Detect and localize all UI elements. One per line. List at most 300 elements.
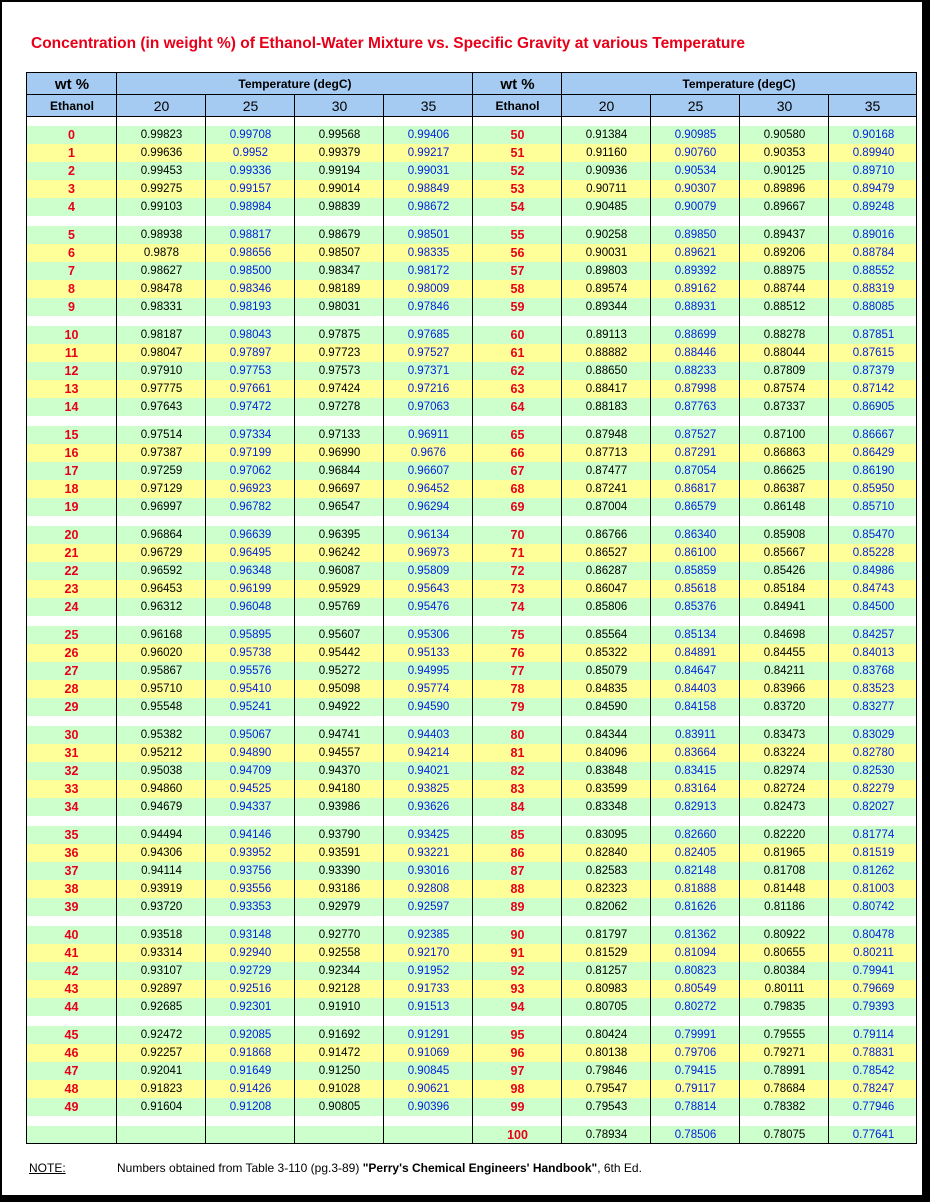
specific-gravity-cell: 0.92558: [318, 947, 361, 959]
wt-percent-cell: 91: [510, 946, 525, 960]
specific-gravity-cell: 0.97371: [407, 365, 450, 377]
specific-gravity-cell: 0.99406: [407, 129, 450, 141]
specific-gravity-cell: 0.96495: [229, 547, 272, 559]
specific-gravity-cell: 0.86148: [763, 501, 806, 513]
specific-gravity-cell: 0.93952: [229, 847, 272, 859]
specific-gravity-cell: 0.94525: [229, 783, 272, 795]
specific-gravity-cell: 0.97129: [140, 483, 183, 495]
wt-percent-cell: 65: [510, 428, 525, 442]
note-source: "Perry's Chemical Engineers' Handbook": [362, 1161, 598, 1175]
specific-gravity-cell: 0.94890: [229, 747, 272, 759]
specific-gravity-cell: 0.86429: [852, 447, 895, 459]
specific-gravity-cell: 0.82405: [674, 847, 717, 859]
specific-gravity-cell: 0.84698: [763, 629, 806, 641]
specific-gravity-cell: 0.80823: [674, 965, 717, 977]
specific-gravity-cell: 0.87337: [763, 401, 806, 413]
specific-gravity-cell: 0.96087: [318, 565, 361, 577]
specific-gravity-cell: 0.97334: [229, 429, 272, 441]
wt-percent-cell: 66: [510, 446, 525, 460]
specific-gravity-cell: 0.94709: [229, 765, 272, 777]
specific-gravity-cell: 0.97472: [229, 401, 272, 413]
specific-gravity-cell: 0.94590: [407, 701, 450, 713]
wt-percent-cell: 30: [64, 728, 79, 742]
specific-gravity-cell: 0.99336: [229, 165, 272, 177]
specific-gravity-cell: 0.85322: [585, 647, 628, 659]
specific-gravity-cell: 0.97897: [229, 347, 272, 359]
specific-gravity-cell: 0.90485: [585, 201, 628, 213]
specific-gravity-cell: 0.85564: [585, 629, 628, 641]
specific-gravity-cell: 0.88417: [585, 383, 628, 395]
specific-gravity-cell: 0.91250: [318, 1065, 361, 1077]
specific-gravity-cell: 0.96911: [408, 429, 449, 441]
wt-percent-cell: 50: [510, 128, 525, 142]
specific-gravity-cell: 0.87763: [674, 401, 717, 413]
specific-gravity-cell: 0.99453: [140, 165, 183, 177]
wt-percent-cell: 99: [510, 1100, 525, 1114]
specific-gravity-cell: 0.86766: [585, 529, 628, 541]
specific-gravity-cell: 0.84096: [585, 747, 628, 759]
specific-gravity-cell: 0.87948: [585, 429, 628, 441]
specific-gravity-cell: 0.81448: [763, 883, 806, 895]
specific-gravity-cell: 0.79415: [674, 1065, 717, 1077]
specific-gravity-cell: 0.95607: [318, 629, 361, 641]
specific-gravity-cell: 0.84158: [674, 701, 717, 713]
specific-gravity-cell: 0.84403: [674, 683, 717, 695]
temp-col-header: 20: [117, 95, 206, 117]
note-text: [117, 1161, 642, 1175]
specific-gravity-cell: 0.99194: [318, 165, 361, 177]
specific-gravity-cell: 0.86863: [763, 447, 806, 459]
specific-gravity-cell: 0.85079: [585, 665, 628, 677]
wt-percent-cell: 5: [68, 228, 75, 242]
specific-gravity-cell: 0.87998: [674, 383, 717, 395]
specific-gravity-cell: 0.98627: [140, 265, 183, 277]
specific-gravity-cell: 0.82027: [852, 801, 895, 813]
specific-gravity-cell: 0.87100: [763, 429, 806, 441]
specific-gravity-cell: 0.81003: [852, 883, 895, 895]
specific-gravity-cell: 0.92597: [407, 901, 450, 913]
specific-gravity-table: [26, 72, 917, 1144]
specific-gravity-cell: 0.81888: [674, 883, 717, 895]
specific-gravity-cell: 0.97685: [407, 329, 450, 341]
column-line: [294, 95, 295, 1143]
specific-gravity-cell: 0.83523: [852, 683, 895, 695]
specific-gravity-cell: 0.94741: [318, 729, 361, 741]
wt-percent-header: wt %: [27, 73, 117, 95]
wt-percent-cell: 51: [510, 146, 525, 160]
wt-percent-cell: 80: [510, 728, 525, 742]
specific-gravity-cell: 0.91733: [407, 983, 450, 995]
specific-gravity-cell: 0.88650: [585, 365, 628, 377]
specific-gravity-cell: 0.92897: [140, 983, 183, 995]
wt-percent-cell: 83: [510, 782, 525, 796]
specific-gravity-cell: 0.79117: [675, 1083, 716, 1095]
specific-gravity-cell: 0.96864: [140, 529, 183, 541]
specific-gravity-cell: 0.96294: [407, 501, 450, 513]
specific-gravity-cell: 0.95929: [318, 583, 361, 595]
specific-gravity-cell: 0.82148: [674, 865, 717, 877]
specific-gravity-cell: 0.97259: [140, 465, 183, 477]
wt-percent-cell: 45: [64, 1028, 79, 1042]
specific-gravity-cell: 0.81626: [674, 901, 717, 913]
sheet-page: [2, 2, 922, 1195]
specific-gravity-cell: 0.91291: [407, 1029, 450, 1041]
wt-percent-cell: 98: [510, 1082, 525, 1096]
specific-gravity-cell: 0.86190: [852, 465, 895, 477]
specific-gravity-cell: 0.95710: [140, 683, 183, 695]
specific-gravity-cell: 0.83029: [852, 729, 895, 741]
specific-gravity-cell: 0.87142: [852, 383, 895, 395]
wt-percent-cell: 41: [64, 946, 79, 960]
wt-percent-cell: 86: [510, 846, 525, 860]
specific-gravity-cell: 0.78991: [763, 1065, 806, 1077]
specific-gravity-cell: 0.82323: [585, 883, 628, 895]
wt-percent-cell: 38: [64, 882, 79, 896]
column-line: [472, 73, 473, 1143]
specific-gravity-cell: 0.98984: [229, 201, 272, 213]
specific-gravity-cell: 0.94180: [318, 783, 361, 795]
specific-gravity-cell: 0.95133: [407, 647, 450, 659]
specific-gravity-cell: 0.82473: [763, 801, 806, 813]
specific-gravity-cell: 0.87241: [585, 483, 628, 495]
specific-gravity-cell: 0.89621: [674, 247, 717, 259]
specific-gravity-cell: 0.99157: [229, 183, 272, 195]
specific-gravity-cell: 0.79941: [852, 965, 895, 977]
specific-gravity-cell: 0.88085: [852, 301, 895, 313]
specific-gravity-cell: 0.90711: [586, 183, 627, 195]
wt-percent-cell: 20: [64, 528, 79, 542]
wt-percent-cell: 97: [510, 1064, 525, 1078]
specific-gravity-cell: 0.88512: [763, 301, 806, 313]
temp-col-header: 25: [206, 95, 295, 117]
specific-gravity-cell: 0.83348: [585, 801, 628, 813]
specific-gravity-cell: 0.82840: [585, 847, 628, 859]
specific-gravity-cell: 0.87379: [852, 365, 895, 377]
wt-percent-cell: 57: [510, 264, 525, 278]
specific-gravity-cell: 0.95038: [140, 765, 183, 777]
wt-percent-cell: 81: [510, 746, 525, 760]
specific-gravity-cell: 0.97573: [318, 365, 361, 377]
specific-gravity-cell: 0.88784: [852, 247, 895, 259]
note-label: NOTE:: [29, 1161, 66, 1175]
specific-gravity-cell: 0.81797: [585, 929, 628, 941]
specific-gravity-cell: 0.84344: [585, 729, 628, 741]
specific-gravity-cell: 0.9952: [232, 147, 269, 159]
specific-gravity-cell: 0.95643: [407, 583, 450, 595]
specific-gravity-cell: 0.95769: [318, 601, 361, 613]
wt-percent-cell: 68: [510, 482, 525, 496]
specific-gravity-cell: 0.97387: [140, 447, 183, 459]
specific-gravity-cell: 0.81708: [763, 865, 806, 877]
specific-gravity-cell: 0.88699: [674, 329, 717, 341]
wt-percent-cell: 74: [510, 600, 525, 614]
specific-gravity-cell: 0.77641: [852, 1129, 895, 1141]
wt-percent-cell: 15: [64, 428, 79, 442]
specific-gravity-cell: 0.81094: [674, 947, 717, 959]
specific-gravity-cell: 0.95548: [140, 701, 183, 713]
specific-gravity-cell: 0.85908: [763, 529, 806, 541]
specific-gravity-cell: 0.99568: [318, 129, 361, 141]
wt-percent-cell: 71: [510, 546, 525, 560]
specific-gravity-cell: 0.93107: [140, 965, 183, 977]
specific-gravity-cell: 0.88233: [674, 365, 717, 377]
specific-gravity-cell: 0.80424: [585, 1029, 628, 1041]
specific-gravity-cell: 0.99031: [407, 165, 450, 177]
specific-gravity-cell: 0.79543: [585, 1101, 628, 1113]
temp-col-header: 35: [829, 95, 916, 117]
specific-gravity-cell: 0.94557: [318, 747, 361, 759]
specific-gravity-cell: 0.84013: [852, 647, 895, 659]
specific-gravity-cell: 0.91604: [140, 1101, 183, 1113]
wt-percent-cell: 49: [64, 1100, 79, 1114]
specific-gravity-cell: 0.85376: [674, 601, 717, 613]
note-suffix: , 6th Ed.: [597, 1161, 642, 1175]
specific-gravity-cell: 0.94214: [407, 747, 450, 759]
wt-percent-cell: 1: [68, 146, 75, 160]
specific-gravity-cell: 0.95476: [407, 601, 450, 613]
specific-gravity-cell: 0.89803: [585, 265, 628, 277]
specific-gravity-cell: 0.96168: [140, 629, 183, 641]
wt-percent-cell: 94: [510, 1000, 525, 1014]
specific-gravity-cell: 0.93591: [318, 847, 361, 859]
specific-gravity-cell: 0.96020: [140, 647, 183, 659]
specific-gravity-cell: 0.96782: [229, 501, 272, 513]
specific-gravity-cell: 0.87851: [852, 329, 895, 341]
specific-gravity-cell: 0.83164: [674, 783, 717, 795]
specific-gravity-cell: 0.93148: [229, 929, 272, 941]
specific-gravity-cell: 0.92128: [318, 983, 361, 995]
specific-gravity-cell: 0.80549: [674, 983, 717, 995]
specific-gravity-cell: 0.85950: [852, 483, 895, 495]
specific-gravity-cell: 0.85859: [674, 565, 717, 577]
wt-percent-cell: 29: [64, 700, 79, 714]
note-prefix: Numbers obtained from Table 3-110 (pg.3-89): [117, 1161, 363, 1175]
specific-gravity-cell: 0.98679: [318, 229, 361, 241]
specific-gravity-cell: 0.90353: [763, 147, 806, 159]
specific-gravity-cell: 0.96923: [229, 483, 272, 495]
specific-gravity-cell: 0.85618: [674, 583, 717, 595]
specific-gravity-cell: 0.88044: [763, 347, 806, 359]
specific-gravity-cell: 0.83095: [585, 829, 628, 841]
specific-gravity-cell: 0.93518: [140, 929, 183, 941]
specific-gravity-cell: 0.94021: [407, 765, 450, 777]
wt-percent-cell: 62: [510, 364, 525, 378]
specific-gravity-cell: 0.86387: [763, 483, 806, 495]
specific-gravity-cell: 0.95895: [229, 629, 272, 641]
specific-gravity-cell: 0.96048: [229, 601, 272, 613]
specific-gravity-cell: 0.99823: [140, 129, 183, 141]
specific-gravity-cell: 0.89479: [852, 183, 895, 195]
wt-percent-cell: 14: [64, 400, 79, 414]
wt-percent-cell: 11: [64, 346, 79, 360]
specific-gravity-cell: 0.88446: [674, 347, 717, 359]
wt-percent-cell: 4: [68, 200, 75, 214]
wt-percent-cell: 7: [68, 264, 75, 278]
wt-percent-cell: 58: [510, 282, 525, 296]
specific-gravity-cell: 0.85134: [674, 629, 717, 641]
wt-percent-cell: 72: [510, 564, 525, 578]
specific-gravity-cell: 0.90985: [674, 129, 717, 141]
specific-gravity-cell: 0.90760: [674, 147, 717, 159]
specific-gravity-cell: 0.85228: [852, 547, 895, 559]
wt-percent-cell: 13: [64, 382, 79, 396]
specific-gravity-cell: 0.93186: [318, 883, 361, 895]
specific-gravity-cell: 0.88278: [763, 329, 806, 341]
temp-col-header: 30: [295, 95, 384, 117]
temp-col-header: 20: [562, 95, 651, 117]
ethanol-header: Ethanol: [473, 95, 562, 117]
specific-gravity-cell: 0.89437: [763, 229, 806, 241]
wt-percent-cell: 87: [510, 864, 525, 878]
specific-gravity-cell: 0.94114: [141, 865, 182, 877]
column-line: [383, 95, 384, 1143]
specific-gravity-cell: 0.94146: [229, 829, 272, 841]
wt-percent-cell: 12: [64, 364, 79, 378]
specific-gravity-cell: 0.91692: [318, 1029, 361, 1041]
specific-gravity-cell: 0.92085: [229, 1029, 272, 1041]
column-line: [739, 95, 740, 1143]
specific-gravity-cell: 0.91384: [585, 129, 628, 141]
specific-gravity-cell: 0.80111: [764, 983, 805, 995]
specific-gravity-cell: 0.98656: [229, 247, 272, 259]
specific-gravity-cell: 0.78831: [852, 1047, 895, 1059]
specific-gravity-cell: 0.97063: [407, 401, 450, 413]
specific-gravity-cell: 0.86905: [852, 401, 895, 413]
specific-gravity-cell: 0.97775: [140, 383, 183, 395]
temp-col-header: 35: [384, 95, 473, 117]
wt-percent-cell: 36: [64, 846, 79, 860]
specific-gravity-cell: 0.96729: [140, 547, 183, 559]
specific-gravity-cell: 0.90258: [585, 229, 628, 241]
specific-gravity-cell: 0.96997: [140, 501, 183, 513]
specific-gravity-cell: 0.96453: [140, 583, 183, 595]
specific-gravity-cell: 0.84455: [763, 647, 806, 659]
specific-gravity-cell: 0.83720: [763, 701, 806, 713]
wt-percent-cell: 18: [64, 482, 79, 496]
specific-gravity-cell: 0.91208: [229, 1101, 272, 1113]
specific-gravity-cell: 0.97661: [229, 383, 272, 395]
specific-gravity-cell: 0.94337: [229, 801, 272, 813]
wt-percent-cell: 21: [64, 546, 79, 560]
specific-gravity-cell: 0.79846: [585, 1065, 628, 1077]
specific-gravity-cell: 0.93314: [140, 947, 183, 959]
specific-gravity-cell: 0.90031: [585, 247, 628, 259]
wt-percent-cell: 77: [510, 664, 525, 678]
specific-gravity-cell: 0.97424: [318, 383, 361, 395]
specific-gravity-cell: 0.77946: [852, 1101, 895, 1113]
specific-gravity-cell: 0.83966: [763, 683, 806, 695]
specific-gravity-cell: 0.98009: [407, 283, 450, 295]
wt-percent-cell: 26: [64, 646, 79, 660]
specific-gravity-cell: 0.96607: [407, 465, 450, 477]
wt-percent-cell: 23: [64, 582, 79, 596]
specific-gravity-cell: 0.85470: [852, 529, 895, 541]
specific-gravity-cell: 0.94922: [318, 701, 361, 713]
specific-gravity-cell: 0.82220: [763, 829, 806, 841]
specific-gravity-cell: 0.78506: [674, 1129, 717, 1141]
specific-gravity-cell: 0.86340: [674, 529, 717, 541]
wt-percent-cell: 9: [68, 300, 75, 314]
wt-percent-cell: 10: [64, 328, 79, 342]
specific-gravity-cell: 0.81519: [852, 847, 895, 859]
specific-gravity-cell: 0.97514: [140, 429, 183, 441]
wt-percent-cell: 63: [510, 382, 525, 396]
specific-gravity-cell: 0.99379: [318, 147, 361, 159]
specific-gravity-cell: 0.96844: [318, 465, 361, 477]
specific-gravity-cell: 0.89574: [585, 283, 628, 295]
specific-gravity-cell: 0.84590: [585, 701, 628, 713]
specific-gravity-cell: 0.86817: [674, 483, 717, 495]
specific-gravity-cell: 0.95241: [229, 701, 272, 713]
specific-gravity-cell: 0.97846: [407, 301, 450, 313]
wt-percent-cell: 19: [64, 500, 79, 514]
column-line: [650, 95, 651, 1143]
specific-gravity-cell: 0.87713: [585, 447, 628, 459]
specific-gravity-cell: 0.95809: [407, 565, 450, 577]
specific-gravity-cell: 0.82780: [852, 747, 895, 759]
wt-percent-cell: 85: [510, 828, 525, 842]
specific-gravity-cell: 0.80742: [852, 901, 895, 913]
specific-gravity-cell: 0.81262: [852, 865, 895, 877]
specific-gravity-cell: 0.97910: [140, 365, 183, 377]
specific-gravity-cell: 0.92257: [140, 1047, 183, 1059]
specific-gravity-cell: 0.89850: [674, 229, 717, 241]
wt-percent-cell: 42: [64, 964, 79, 978]
specific-gravity-cell: 0.90621: [407, 1083, 450, 1095]
page-title: Concentration (in weight %) of Ethanol-Water Mixture vs. Specific Gravity at various Temperature: [31, 35, 745, 52]
specific-gravity-cell: 0.93425: [407, 829, 450, 841]
specific-gravity-cell: 0.88931: [674, 301, 717, 313]
specific-gravity-cell: 0.83473: [763, 729, 806, 741]
specific-gravity-cell: 0.93390: [318, 865, 361, 877]
specific-gravity-cell: 0.78382: [763, 1101, 806, 1113]
specific-gravity-cell: 0.97875: [318, 329, 361, 341]
specific-gravity-cell: 0.98193: [229, 301, 272, 313]
specific-gravity-cell: 0.98500: [229, 265, 272, 277]
specific-gravity-cell: 0.83224: [763, 747, 806, 759]
specific-gravity-cell: 0.81186: [764, 901, 805, 913]
wt-percent-cell: 17: [64, 464, 79, 478]
specific-gravity-cell: 0.90580: [763, 129, 806, 141]
specific-gravity-cell: 0.92808: [407, 883, 450, 895]
specific-gravity-cell: 0.79271: [763, 1047, 806, 1059]
specific-gravity-cell: 0.96547: [318, 501, 361, 513]
specific-gravity-cell: 0.79547: [585, 1083, 628, 1095]
specific-gravity-cell: 0.93016: [407, 865, 450, 877]
specific-gravity-cell: 0.92685: [140, 1001, 183, 1013]
specific-gravity-cell: 0.86047: [585, 583, 628, 595]
specific-gravity-cell: 0.98507: [318, 247, 361, 259]
specific-gravity-cell: 0.95098: [318, 683, 361, 695]
specific-gravity-cell: 0.98189: [318, 283, 361, 295]
wt-percent-cell: 16: [64, 446, 79, 460]
specific-gravity-cell: 0.78684: [763, 1083, 806, 1095]
column-line: [116, 73, 117, 1143]
specific-gravity-cell: 0.83848: [585, 765, 628, 777]
specific-gravity-cell: 0.97199: [229, 447, 272, 459]
specific-gravity-cell: 0.98347: [318, 265, 361, 277]
specific-gravity-cell: 0.78814: [674, 1101, 717, 1113]
wt-percent-cell: 34: [64, 800, 79, 814]
specific-gravity-cell: 0.82724: [763, 783, 806, 795]
specific-gravity-cell: 0.79669: [852, 983, 895, 995]
specific-gravity-cell: 0.99275: [140, 183, 183, 195]
specific-gravity-cell: 0.91472: [318, 1047, 361, 1059]
specific-gravity-cell: 0.99103: [140, 201, 183, 213]
specific-gravity-cell: 0.92170: [407, 947, 450, 959]
specific-gravity-cell: 0.95067: [229, 729, 272, 741]
specific-gravity-cell: 0.82974: [763, 765, 806, 777]
